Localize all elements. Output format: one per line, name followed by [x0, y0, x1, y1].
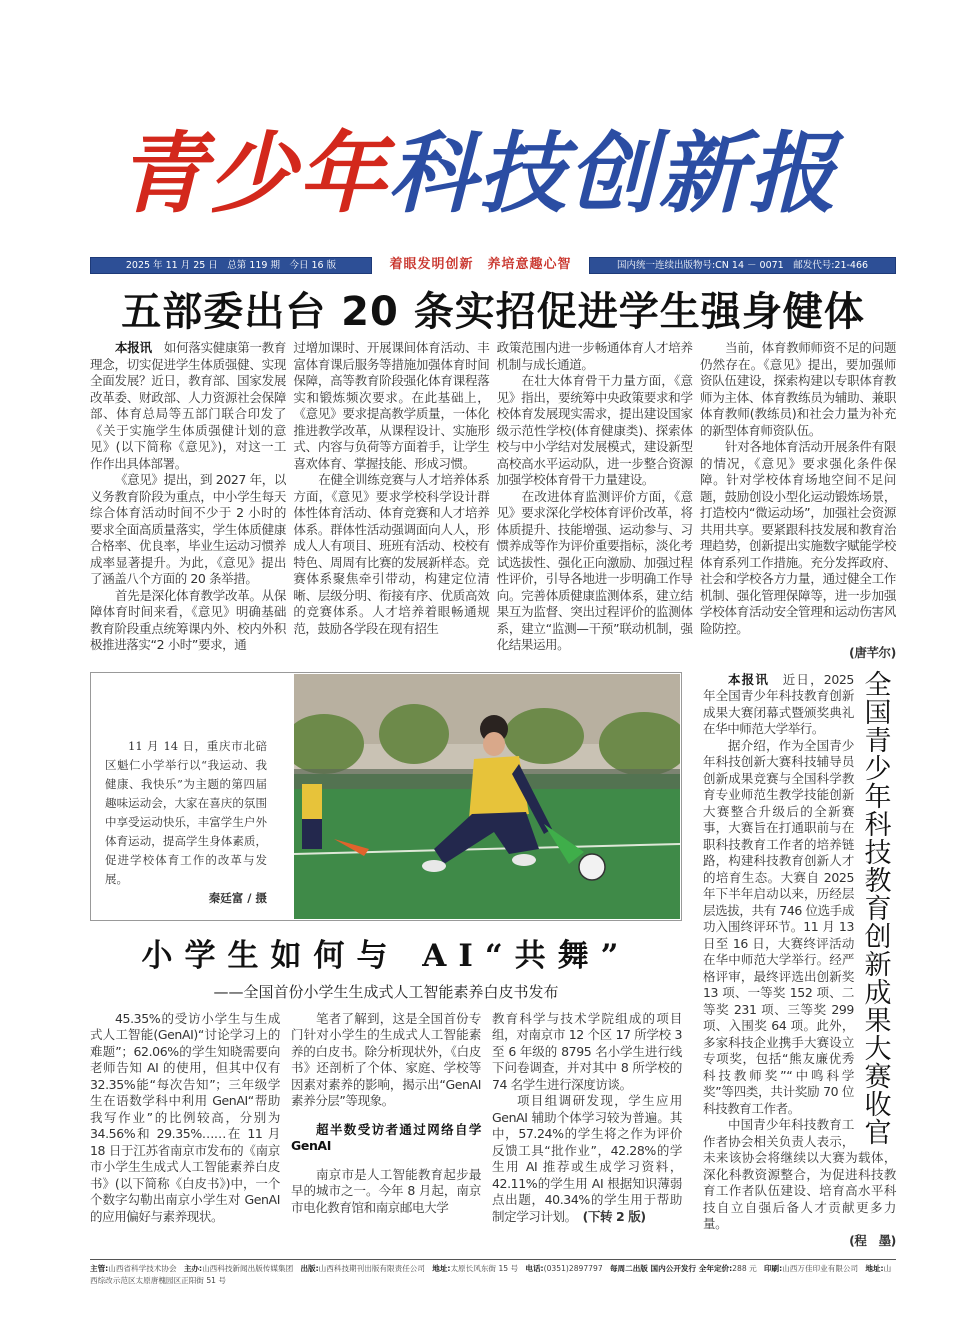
article1-column-4 — [700, 340, 896, 662]
paragraph: 中国青少年科技教育工作者协会相关负责人表示，未来该协会将继续以大赛为载体，深化科教资源整合，为促进科技教育工作者队伍建设、培育高水平科技自立自强后备人才贡献更多力量。 — [703, 1117, 896, 1231]
footer-label: 出版: — [300, 1264, 319, 1273]
footer-value: 山西科技期刊出版有限责任公司 — [318, 1264, 425, 1273]
masthead-name-part2: 科技创新报 — [388, 121, 839, 225]
article2-subhead: 超半数受访者通过网络自学 GenAI — [291, 1121, 481, 1153]
photo-credit: 秦廷富 / 摄 — [208, 890, 267, 905]
paragraph-text: 如何落实健康第一教育理念，切实促进学生体质强健、实现全面发展？近日，教育部、国家发展改革委、财政部、人力资源社会保障部、体育总局等五部门联合印发了《关于实施学生体质强健计划的意见》(以下简称《意见》)，对这一工作作出具体部署。 — [90, 340, 286, 471]
article1-column-1 — [90, 340, 286, 654]
continued-link[interactable]: (下转 2 版) — [582, 1208, 646, 1224]
photo-frame — [90, 672, 682, 921]
paragraph-text: 近日，2025 年全国青少年科技教育创新成果大赛闭幕式暨颁奖典礼在华中师范大学举行。 — [703, 671, 854, 736]
footer-label: 主管: — [90, 1264, 109, 1273]
footer-value: 太原长风东街 15 号 — [450, 1264, 519, 1273]
footer-value: 山西科技新闻出版传媒集团 — [202, 1264, 294, 1273]
footer-label: 主办: — [183, 1264, 203, 1273]
newspaper-page — [90, 0, 896, 1297]
article1-headline: 五部委出台 20 条实招促进学生强身健体 — [121, 289, 865, 335]
article2-body — [90, 1011, 682, 1226]
paragraph: 首先是深化体育教学改革。从保障体育时间来看，《意见》明确基础教育阶段重点统筹课内外、校内外积极推进落实“2 小时”要求，通 — [90, 587, 286, 652]
lead-label: 本报讯 — [728, 671, 770, 687]
paragraph: 过增加课时、开展课间体育活动、丰富体育课后服务等措施加强体育时间保障，高等教育阶段强化体育课程落实和锻炼频次要求。在此基础上，《意见》要求提高教学质量，一体化推进教学改革，从课程设计、实施形式、内容与负荷等方面着手，让学生喜欢体育、掌握技能、形成习惯。 — [293, 340, 490, 471]
masthead-name-part1: 青少年 — [118, 121, 389, 225]
footer-label: 印刷: — [763, 1264, 783, 1273]
article1-column-3 — [497, 340, 693, 654]
paragraph: 当前，体育教师师资不足的问题仍然存在。《意见》提出，要加强师资队伍建设，探索构建以专职体育教师为主体、体育教练员为辅助、兼职体育教师(教练员)和社会力量为补充的新型体育师资队伍。 — [699, 340, 896, 438]
slogan: 着眼发明创新 养培意趣心智 — [389, 257, 572, 272]
sports-day-photo — [294, 674, 680, 919]
paragraph: 在改进体育监测评价方面，《意见》要求深化学校体育评价改革，将体质提升、技能增强、运动参与、习惯养成等作为评价重要指标，淡化考试选拔性、强化正向激励、加强过程性评价，引导各地进一步明确工作导向。完善体质健康监测体系，建立结果互为监督、突出过程评价的监测体系，建立“监测—干预”联动机制，强化结果运用。 — [496, 488, 693, 652]
paragraph: 针对各地体育活动开展条件有限的情况，《意见》要求强化条件保障。针对学校体育场地空间不足问题，鼓励创设小型化运动锻炼场景，打造校内“微运动场”，加强社会资源共用共享。要紧跟科技发展和教育治理趋势，创新提出实施数字赋能学校体育系列工作措施。充分发挥政府、社会和学校各方力量，通过健全工作机制、强化管理保障等，进一步加强学校体育活动安全管理和运动伤害风险防控。 — [699, 439, 896, 636]
paragraph: 笔者了解到，这是全国首份专门针对小学生的生成式人工智能素养的白皮书。除分析现状外，《白皮书》还剖析了个体、家庭、学校等因素对素养的影响，揭示出“GenAI 素养分层”等现象。 — [291, 1010, 481, 1108]
article2-column-2 — [291, 1011, 481, 1217]
article2-column-3 — [492, 1011, 682, 1226]
caption-text: 11 月 14 日，重庆市北碚区魁仁小学举行以“我运动、我健康、我快乐”为主题的第四届趣味运动会，大家在喜庆的氛围中享受运动快乐，丰富学生户外体育运动，提高学生身体素质，促进学校体育工作的改革与发展。 — [105, 738, 267, 886]
article1-column-2 — [293, 340, 489, 637]
paragraph — [90, 340, 286, 472]
article3 — [703, 669, 896, 1250]
article2-column-1 — [90, 1011, 280, 1226]
paragraph: 45.35%的受访小学生与生成式人工智能(GenAI)“讨论学习上的难题”；62.06%的学生知晓需要向老师告知 AI 的使用，但其中仅有 32.35%能“每次告知”；三年级学生在语数学科中利用 GenAI“帮助我写作业”的比例较高，分别为 34.56%和 29.35%……在 11 月 18 日于江苏省南京市发布的《南京市小学生生成式人工智能素养白皮书》(以下简称《白皮书》)中，一个个数字勾勒出南京小学生对 GenAI 的应用偏好与素养现状。 — [90, 1010, 280, 1224]
paragraph — [492, 1093, 682, 1225]
footer-value: 山西万佳印业有限公司 — [782, 1264, 859, 1273]
soccer-ball — [579, 854, 605, 880]
lead-label: 本报讯 — [115, 340, 152, 355]
paragraph: 教育科学与技术学院组成的项目组，对南京市 12 个区 17 所学校 3 至 6 年级的 8795 名小学生进行线下问卷调查，并对其中 8 所学校的 74 名学生进行深度访谈。 — [492, 1010, 682, 1092]
lower-section — [90, 669, 896, 1250]
paragraph: 《意见》提出，到 2027 年，以义务教育阶段为重点，中小学生每天综合体育活动时间不少于 2 小时的要求全面高质量落实，学生体质健康合格率、优良率，毕业生运动习惯养成率显著提升。为此，《意见》提出了涵盖八个方面的 20 条举措。 — [90, 472, 286, 586]
footer-divider — [90, 1259, 896, 1260]
footer-value: 山西综改示范区太原唐槐园区正阳街 51 号 — [90, 1264, 892, 1285]
masthead-logo — [118, 98, 896, 248]
footer-value: 288 元 — [732, 1264, 757, 1273]
footer-label: 每周二出版 国内公开发行 全年定价: — [609, 1264, 733, 1273]
article2-title: 小学生如何与 AI“共舞” — [141, 937, 631, 974]
footer-value: (0351)2897797 — [543, 1264, 603, 1273]
publication-number-band: 国内统一连续出版物号:CN 14 － 0071 邮发代号:21-466 — [589, 257, 896, 274]
background-child — [302, 784, 322, 849]
footer-value: 山西省科学技术协会 — [108, 1264, 177, 1273]
paragraph: 据介绍，作为全国青少年科技创新大赛科技辅导员创新成果竞赛与全国科学教育专业师范生教学技能创新大赛整合升级后的全新赛事，大赛旨在打通职前与在职科技教育工作者的培养链路，构建科技教育创新人才的培育生态。大赛自 2025 年下半年启动以来，历经层层选拔，共有 746 位选手成功入围终评环节。11 月 13 日至 16 日，大赛终评活动在华中师范大学举行。经严格评审，最终评选出创新奖 13 项、一等奖 152 项、二等奖 231 项、三等奖 299 项、入围奖 64 项。此外，多家科技企业携手大赛设立专项奖，包括“熊友廉优秀科技教师奖”“中鸣科学奖”等四类，共计奖励 70 位科技教育工作者。 — [703, 737, 854, 1116]
paragraph: 南京市是人工智能教育起步最早的城市之一。今年 8 月起，南京市电化教育馆和南京邮电大学 — [291, 1166, 481, 1215]
article3-vertical-title: 全国青少年科技教育创新成果大赛收官 — [864, 669, 892, 1149]
article1-body — [90, 340, 896, 662]
paragraph-text: 项目组调研发现，学生应用 GenAI 辅助个体学习较为普遍。其中，57.24%的学生将之作为评价反馈工具“批作业”，42.28%的学生用 AI 推荐或生成学习资料，42.11%的学生用 AI 根据知识薄弱点出题，40.34%的学生用于帮助制定学习计划。 — [492, 1093, 682, 1224]
date-issue-band: 2025 年 11 月 25 日 总第 119 期 今日 16 版 — [90, 257, 372, 274]
footer-imprint — [90, 1263, 896, 1297]
info-band — [90, 256, 896, 274]
paragraph: 在健全训练竞赛与人才培养体系方面，《意见》要求学校科学设计群体性体育活动、体育竞赛和人才培养体系。群体性活动强调面向人人，形成人人有项目、班班有活动、校校有特色、周周有比赛的发展新样态。竞赛体系聚焦牵引带动，构建定位清晰、层级分明、衔接有序、优质高效的竞赛体系。人才培养着眼畅通规范，鼓励各学段在现有招生 — [293, 472, 490, 636]
paragraph: 在壮大体育骨干力量方面，《意见》指出，要统筹中央政策要求和学校体育发展现实需求，提出建设国家级示范性学校(体育健康类)、探索体校与中小学结对发展模式，建设新型高校高水平运动队，进一步整合资源加强学校体育骨干力量建设。 — [496, 373, 693, 487]
paragraph: 政策范围内进一步畅通体育人才培养机制与成长通道。 — [496, 340, 693, 372]
article2-subtitle: ——全国首份小学生生成式人工智能素养白皮书发布 — [213, 982, 559, 1001]
footer-label: 地址: — [865, 1264, 884, 1273]
article3-byline: (程 墨) — [849, 1232, 896, 1248]
footer-label: 地址: — [432, 1264, 451, 1273]
lower-left — [90, 672, 682, 1226]
article1-byline: (唐芊尔) — [849, 645, 896, 660]
photo-caption — [105, 737, 267, 910]
footer-label: 电话: — [525, 1264, 544, 1273]
